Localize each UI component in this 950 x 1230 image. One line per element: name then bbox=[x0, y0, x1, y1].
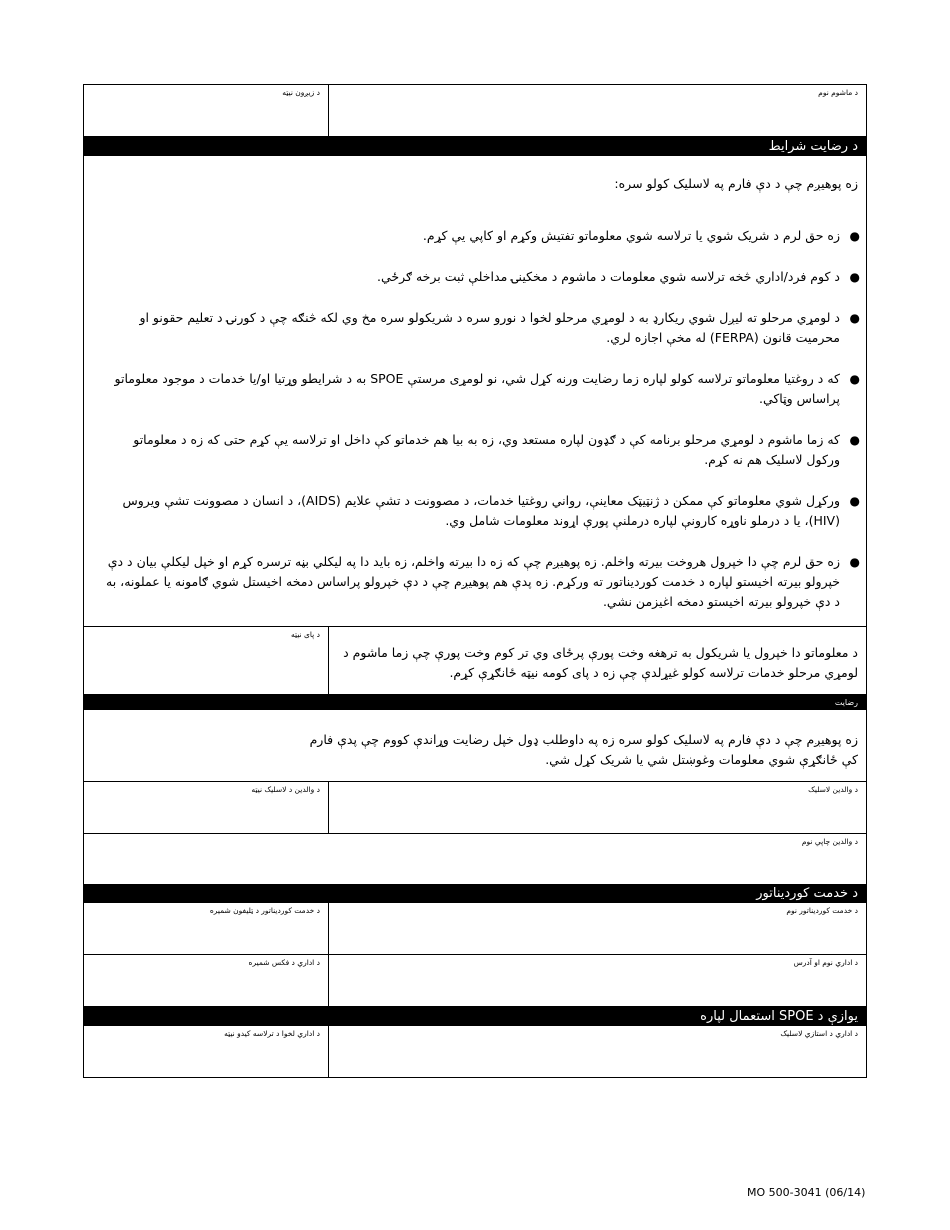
expiry-row bbox=[84, 627, 866, 695]
consent-terms-header bbox=[84, 137, 866, 156]
consent-text-row bbox=[84, 710, 866, 782]
expiry-text-cell bbox=[328, 627, 866, 694]
coordinator-title: د خدمت کوردیناتور bbox=[756, 886, 858, 901]
parent-signature-field[interactable] bbox=[328, 782, 866, 833]
consent-text: زه پوهیږم چې د دې فارم په لاسلیک کولو سره زه په داوطلب ډول خپل رضایت وړاندې کووم چې پدې فارم کې ځانګړې شوي معلومات وغوښتل شي یا شریک کړل شي. bbox=[309, 732, 858, 767]
consent-terms-title: د رضایت شرایط bbox=[768, 138, 858, 154]
coordinator-phone-field[interactable] bbox=[84, 903, 328, 954]
consent-terms-body bbox=[84, 156, 866, 627]
parent-printed-name-row bbox=[84, 834, 866, 885]
parent-signature-label: د والدین لاسلیک bbox=[808, 785, 858, 794]
bullet-icon: ● bbox=[849, 555, 860, 569]
spoe-row bbox=[84, 1026, 866, 1077]
received-date-field[interactable] bbox=[84, 1026, 328, 1077]
child-name-label: د ماشوم نوم bbox=[818, 88, 858, 97]
list-item: ● زه حق لرم چې دا خپرول هروخت بیرته واخلم. زه پوهیږم چې که زه دا بیرته واخلم، زه باید دا په لیکلي بڼه ترسره کړم او خپل لیکلې بیان د دې خپرولو بیرته اخیستو لپاره د خدمت کوردیناتور ته ورکړم. زه پدې هم پوهیږم چې د دې خپرولو پراساس دمخه اخیستل شوي ګامونه یا عملونه، به د دې خپرولو بیرته اخیستو دمخه اغیزمن نشي. bbox=[106, 554, 860, 609]
expiry-text: د معلوماتو دا خپرول یا شریکول به ترهغه وخت پورې پرځای وي تر کوم وخت پورې چې زما ماشوم د لومړي مرحلو خدمات ترلاسه کولو غیړلدې چې زه د پای کومه نیټه ځانګړې کړم. bbox=[343, 645, 858, 680]
consent-form bbox=[83, 84, 867, 1078]
agency-row bbox=[84, 955, 866, 1007]
coordinator-name-label: د خدمت کوردیناتور نوم bbox=[786, 906, 858, 915]
end-date-label: د پای نیټه bbox=[291, 630, 320, 639]
agency-name-address-label: د اداري نوم او آدرس bbox=[793, 958, 858, 967]
parent-printed-name-field[interactable] bbox=[84, 834, 866, 884]
coordinator-header bbox=[84, 885, 866, 903]
rep-signature-field[interactable] bbox=[328, 1026, 866, 1077]
child-info-row bbox=[84, 85, 866, 137]
consent-title: رضایت bbox=[834, 697, 858, 707]
signature-date-field[interactable] bbox=[84, 782, 328, 833]
end-date-field[interactable] bbox=[84, 627, 328, 694]
bullet-icon: ● bbox=[849, 229, 860, 243]
list-item: ● د کوم فرد/اداري څخه ترلاسه شوي معلومات د ماشوم د مخکینۍ مداخلې ثبت برخه ګرځي. bbox=[84, 267, 866, 287]
form-number: MO 500-3041 (06/14) bbox=[747, 1186, 866, 1199]
bullet-icon: ● bbox=[849, 433, 860, 447]
coordinator-phone-label: د خدمت کوردیناتور د ټلیفون شمیره bbox=[209, 906, 320, 915]
consent-text-cell bbox=[84, 710, 866, 781]
spoe-header bbox=[84, 1007, 866, 1026]
consent-terms-intro: زه پوهیږم چې د دې فارم په لاسلیک کولو سره: bbox=[614, 176, 858, 191]
bullet-icon: ● bbox=[849, 311, 860, 325]
signature-date-label: د والدین د لاسلیک نیټه bbox=[251, 785, 320, 794]
list-item: ● که زما ماشوم د لومړي مرحلو برنامه کې د ګډون لپاره مستعد وي، زه به بیا هم خدماتو کې داخل او ترلاسه یې کړم حتی که زه د معلوماتو ورکول لاسلیک هم نه کړم. bbox=[133, 432, 860, 467]
consent-header bbox=[84, 695, 866, 710]
coordinator-row bbox=[84, 903, 866, 955]
birth-date-field[interactable] bbox=[84, 85, 328, 136]
list-item: ● که د روغتیا معلوماتو ترلاسه کولو لپاره زما رضایت ورنه کړل شي، نو لومړی مرستې SPOE به د شرایطو وړتیا او/یا خدمات د موجود معلوماتو پراساس وټاکي. bbox=[114, 371, 860, 406]
bullet-icon: ● bbox=[849, 270, 860, 284]
consent-terms-list bbox=[84, 226, 866, 612]
received-date-label: د اداري لخوا د ترلاسه کیدو نیټه bbox=[224, 1029, 320, 1038]
birth-date-label: د زیږون نیټه bbox=[282, 88, 320, 97]
bullet-icon: ● bbox=[849, 494, 860, 508]
consent-terms-content bbox=[84, 156, 866, 626]
bullet-icon: ● bbox=[849, 372, 860, 386]
spoe-title: یوازې د SPOE استعمال لپاره bbox=[700, 1008, 858, 1024]
parent-printed-name-label: د والدین چاپي نوم bbox=[801, 837, 858, 846]
agency-fax-field[interactable] bbox=[84, 955, 328, 1006]
coordinator-name-field[interactable] bbox=[328, 903, 866, 954]
agency-name-address-field[interactable] bbox=[328, 955, 866, 1006]
agency-fax-label: د اداري د فکس شمیره bbox=[248, 958, 320, 967]
list-item: ● زه حق لرم د شریک شوي یا ترلاسه شوي معلوماتو تفتیش وکړم او کاپي یې کړم. bbox=[84, 226, 866, 246]
rep-signature-label: د اداري د استازي لاسلیک bbox=[780, 1029, 858, 1038]
parent-signature-row bbox=[84, 782, 866, 834]
list-item: ● ورکړل شوي معلوماتو کې ممکن د ژنټیټک معاینې، رواني روغتیا خدمات، د مصوونت د تشې علایم (AIDS)، د انسان د مصوونت تشې ویروس (HIV)، یا د درملو ناوړه کارونې لپاره درملنې پورې اړوند معلومات شامل وي. bbox=[122, 493, 860, 528]
list-item: ● د لومړي مرحلو ته لیږل شوي ریکارډ به د لومړي مرحلو لخوا د نورو سره د شریکولو سره مخ وي لکه څنګه چې د کورنۍ د تعلیم حقونو او محرمیت قانون (FERPA) له مخې اجازه لري. bbox=[139, 310, 860, 345]
child-name-field[interactable] bbox=[328, 85, 866, 136]
